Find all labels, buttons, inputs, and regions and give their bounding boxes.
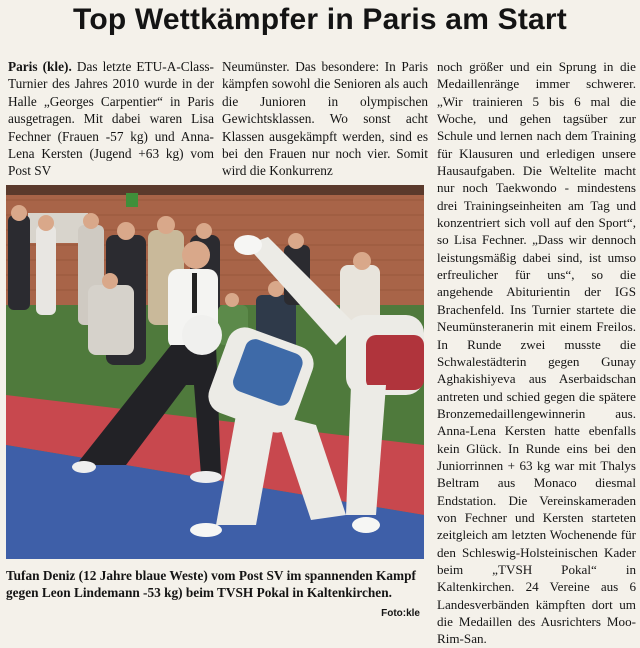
photo-illustration xyxy=(6,185,424,559)
headline: Top Wettkämpfer in Paris am Start xyxy=(73,3,567,36)
photo-caption: Tufan Deniz (12 Jahre blaue Weste) vom Post SV im spannenden Kampf gegen Leon Lindemann -53 kg) beim TVSH Pokal in Kaltenkirchen. xyxy=(6,568,416,601)
photo-credit: Foto:kle xyxy=(381,608,420,619)
dateline: Paris (kle). xyxy=(8,59,72,74)
column-1-text: Das letzte ETU-A-Class-Turnier des Jahres 2010 wurde in der Halle „Georges Carpentier“ in Paris ausgetragen. Mit dabei waren Lisa Fechner (Frauen -57 kg) und Anna-Lena Kersten (Jugend +63 kg) vom Post SV xyxy=(8,59,214,179)
column-3-text: noch größer und ein Sprung in die Medaillenränge immer schwerer. „Wir trainieren 5 bis 6 mal die Woche, und gehen tagsüber zur Schule und lernen nach dem Training für Klausuren und erledigen unsere Hausaufgaben. Die Weltelite macht nur noch Taekwondo - mindestens drei Trainingseinheiten am Tag und konzentriert sich voll auf den Sport“, so Lisa Fechner. „Dass wir dennoch leistungsmäßig dabei sind, ist umso erfreulicher für uns“, so die angehende Abiturientin der IGS Brachenfeld. Ins Turnier startete die Neumünsteranerin mit einem Freilos. In Runde zwei musste die Schwalestädterin gegen Gunay Aghakishiyeva aus Aserbaidschan antreten und schied gegen die spätere Bronzemedaillengewinnerin aus. Anna-Lena Kersten hatte ebenfalls kein Glück. In Runde eins bei den Juniorrinnen + 63 kg war mit Thalys Beltram aus Monaco diesmal Endstation. Die Vereinskameraden von Fechner und Kersten starteten zeitgleich am letzten Wochenende für den Schleswig-Holsteinischen Kader beim „TVSH Pokal“ in Kaltenkirchen. 24 Vereine aus 6 Landesverbänden kämpften dort um die Medaillen des Ausrichters Moo-Rim-San. xyxy=(437,59,636,647)
article-column-2 xyxy=(222,58,428,180)
article-column-3 xyxy=(437,58,636,648)
article-column-1 xyxy=(8,58,214,180)
column-2-text: Neumünster. Das besondere: In Paris kämpfen sowohl die Senioren als auch die Junioren in olympischen Gewichtsklassen. Wo sonst acht Klassen ausgekämpft werden, sind es bei den Frauen nur noch vier. Somit wird die Konkurrenz xyxy=(222,59,428,179)
taekwondo-photo xyxy=(6,185,424,559)
